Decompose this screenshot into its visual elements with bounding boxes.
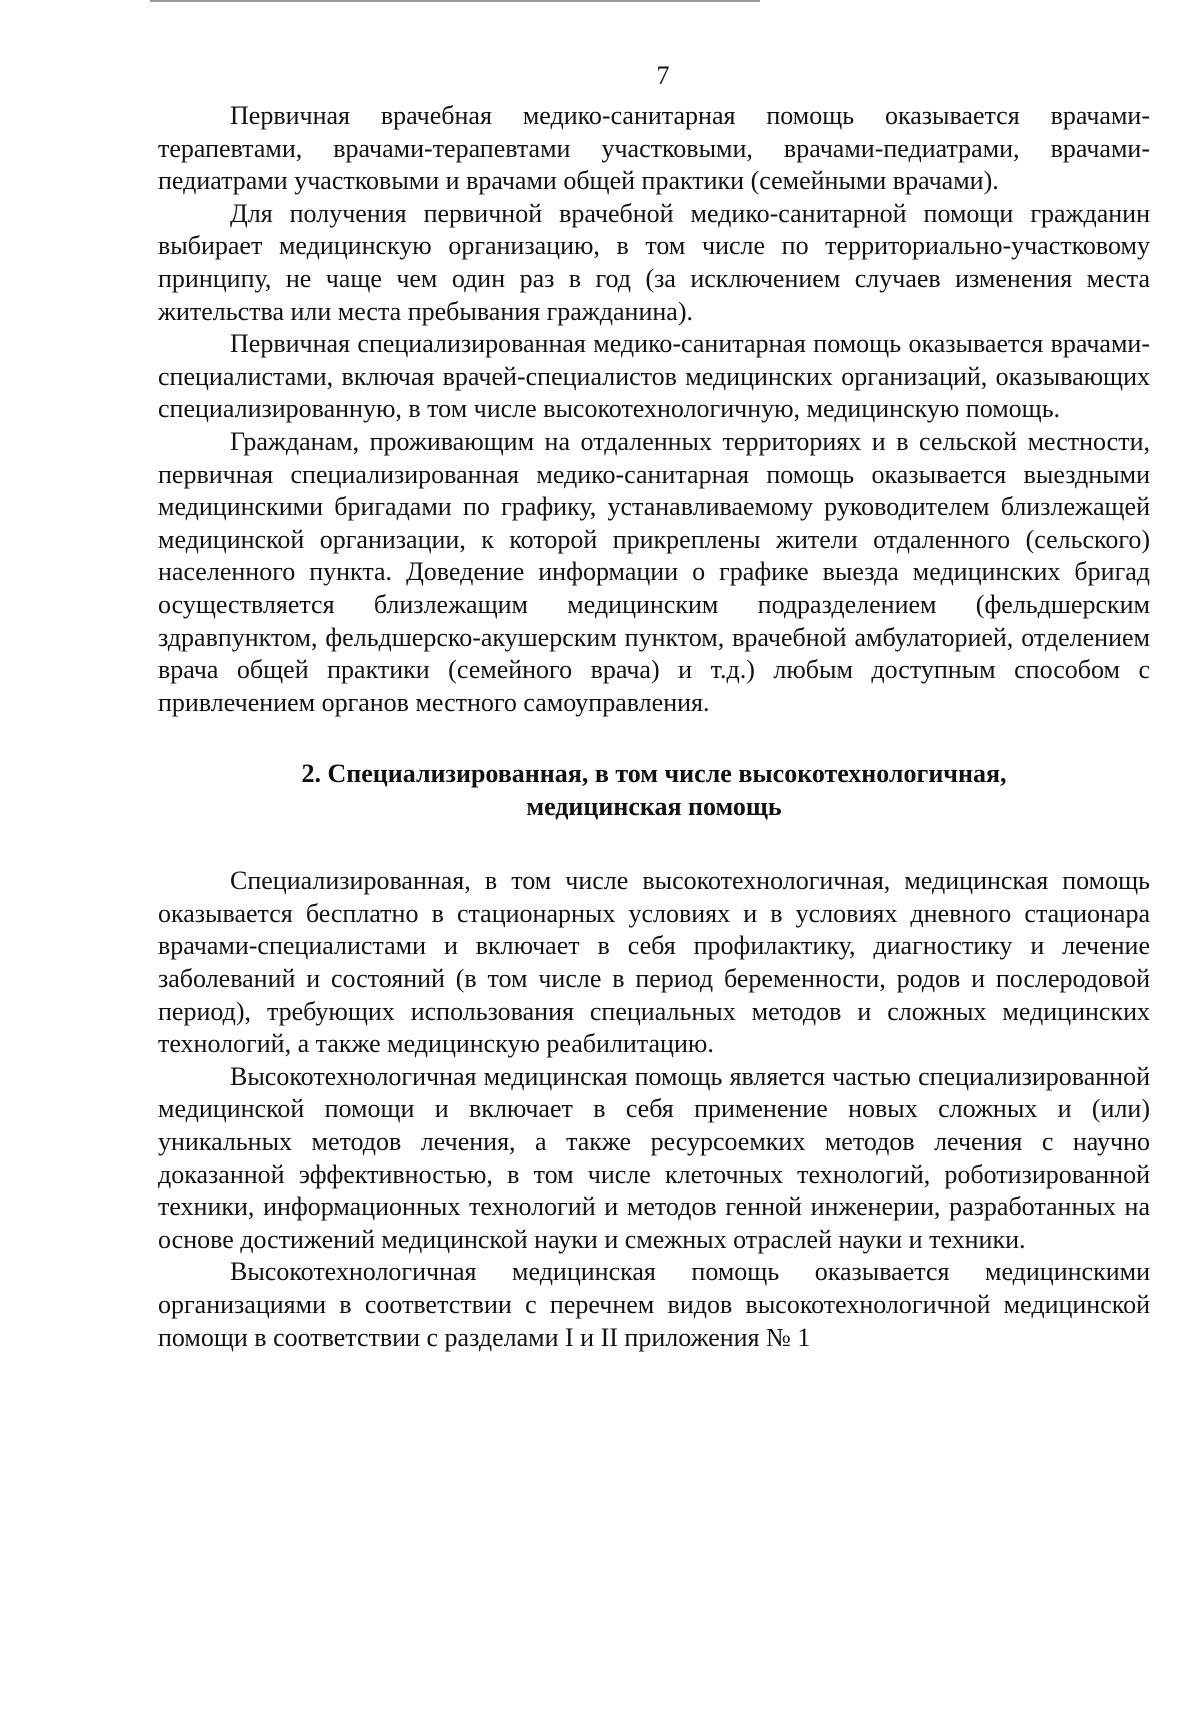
section-2-heading-line-2: медицинская помощь	[526, 792, 782, 822]
section-primary-care	[158, 100, 1150, 719]
section-2-heading	[158, 757, 1150, 823]
paragraph-primary-specialized: Первичная специализированная медико-санитарная помощь оказывается врачами-специалистами, включая врачей-специалистов медицинских организаций, оказывающих специализированную, в том числе высокотехнологичную, медицинскую помощь.	[158, 329, 1150, 424]
section-specialized-care	[158, 865, 1150, 1354]
paragraph-primary-doctors: Первичная врачебная медико-санитарная помощь оказывается врачами-терапевтами, врачами-терапевтами участковыми, врачами-педиатрами, врачами-педиатрами участковыми и врачами общей практики (семейными врачами).	[158, 101, 1150, 196]
scan-top-edge	[150, 0, 760, 2]
paragraph-specialized-definition: Специализированная, в том числе высокотехнологичная, медицинская помощь оказывается бесплатно в стационарных условиях и в условиях дневного стационара врачами-специалистами и включает в себя профилактику, диагностику и лечение заболеваний и состояний (в том числе в период беременности, родов и послеродовой период), требующих использования специальных методов и сложных медицинских технологий, а также медицинскую реабилитацию.	[158, 866, 1150, 1059]
section-2-heading-line-1: 2. Специализированная, в том числе высокотехнологичная,	[301, 759, 1007, 789]
paragraph-high-tech-providers: Высокотехнологичная медицинская помощь оказывается медицинскими организациями в соответствии с перечнем видов высокотехнологичной медицинской помощи в соответствии с разделами I и II приложения № 1	[158, 1257, 1150, 1352]
paragraph-remote-territories: Гражданам, проживающим на отдаленных территориях и в сельской местности, первичная специализированная медико-санитарная помощь оказывается выездными медицинскими бригадами по графику, устанавливаемому руководителем близлежащей медицинской организации, к которой прикреплены жители отдаленного (сельского) населенного пункта. Доведение информации о графике выезда медицинских бригад осуществляется близлежащим медицинским подразделением (фельдшерским здравпунктом, фельдшерско-акушерским пунктом, врачебной амбулаторией, отделением врача общей практики (семейного врача) и т.д.) любым доступным способом с привлечением органов местного самоуправления.	[158, 426, 1150, 717]
document-page	[158, 60, 1150, 1354]
paragraph-organization-choice: Для получения первичной врачебной медико-санитарной помощи гражданин выбирает медицинскую организацию, в том числе по территориально-участковому принципу, не чаще чем один раз в год (за исключением случаев изменения места жительства или места пребывания гражданина).	[158, 198, 1150, 326]
paragraph-high-tech-definition: Высокотехнологичная медицинская помощь является частью специализированной медицинской помощи и включает в себя применение новых сложных и (или) уникальных методов лечения, а также ресурсоемких методов лечения с научно доказанной эффективностью, в том числе клеточных технологий, роботизированной техники, информационных технологий и методов генной инженерии, разработанных на основе достижений медицинской науки и смежных отраслей науки и техники.	[158, 1061, 1150, 1254]
page-number: 7	[656, 61, 670, 90]
